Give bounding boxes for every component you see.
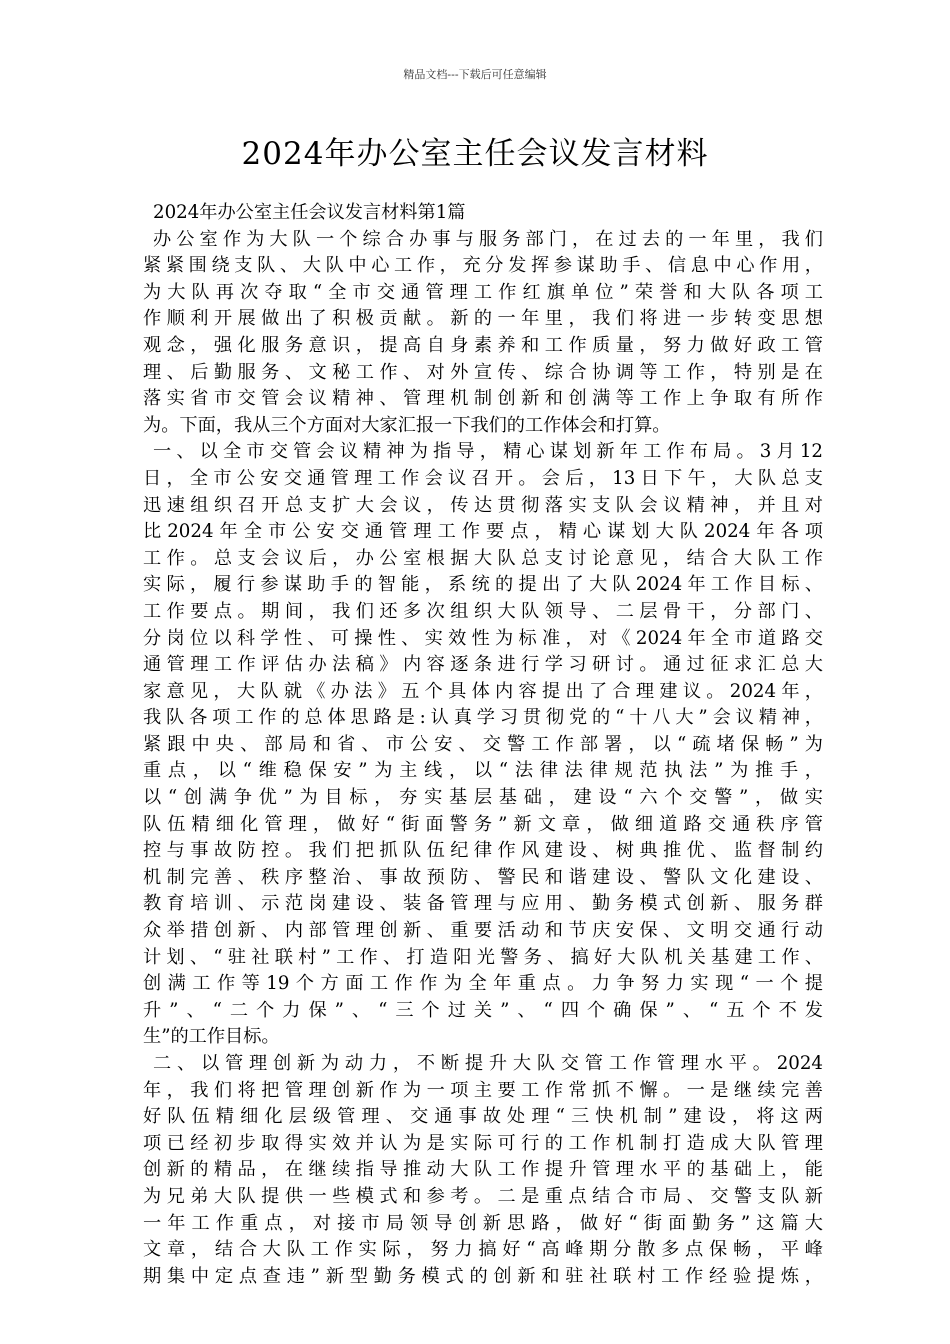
paragraph-line: 实际，履行参谋助手的智能，系统的提出了大队2024年工作目标、: [143, 574, 823, 596]
paragraph-line: 观念，强化服务意识，提高自身素养和工作质量，努力做好政工管: [143, 334, 823, 356]
paragraph-line: 众举措创新、内部管理创新、重要活动和节庆安保、文明交通行动: [143, 920, 823, 942]
paragraph-line: 分岗位以科学性、可操性、实效性为标准，对《2024年全市道路交: [143, 627, 823, 649]
paragraph-line: 家意见，大队就《办法》五个具体内容提出了合理建议。2024年，: [143, 680, 823, 702]
paragraph-line: 通管理工作评估办法稿》内容逐条进行学习研讨。通过征求汇总大: [143, 654, 823, 676]
paragraph: [143, 1051, 823, 1290]
document-title: 2024年办公室主任会议发言材料: [241, 136, 709, 172]
paragraph-line: 好队伍精细化层级管理、交通事故处理“三快机制”建设，将这两: [143, 1106, 823, 1128]
paragraph-line: 紧跟中央、部局和省、市公安、交警工作部署，以“疏堵保畅”为: [143, 733, 823, 755]
paragraph-line: 工作。总支会议后，办公室根据大队总支讨论意见，结合大队工作: [143, 547, 823, 569]
paragraph-line: 期集中定点查违”新型勤务模式的创新和驻社联村工作经验提炼，: [143, 1265, 823, 1287]
paragraph-line: 以“创满争优”为目标，夯实基层基础，建设“六个交警”，做实: [143, 787, 823, 809]
paragraph-line: 我队各项工作的总体思路是:认真学习贯彻党的“十八大”会议精神，: [143, 707, 823, 729]
paragraph-line: 项已经初步取得实效并认为是实际可行的工作机制打造成大队管理: [143, 1132, 823, 1154]
paragraph-line: 计划、“驻社联村”工作、打造阳光警务、搞好大队机关基建工作、: [143, 946, 823, 968]
paragraph: [143, 227, 823, 440]
paragraph-line: 二、以管理创新为动力，不断提升大队交管工作管理水平。2024: [153, 1053, 823, 1074]
paragraph-line: 办公室作为大队一个综合办事与服务部门，在过去的一年里，我们: [153, 228, 823, 250]
paragraph-line: 一、以全市交管会议精神为指导，精心谋划新年工作布局。3月12: [153, 441, 823, 463]
paragraph-line: 升”、“二个力保”、“三个过关”、“四个确保”、“五个不发: [143, 999, 823, 1021]
paragraph-list: [143, 227, 823, 1291]
paragraph-line: 紧紧围绕支队、大队中心工作，充分发挥参谋助手、信息中心作用，: [143, 255, 823, 277]
paragraph-line: 队伍精细化管理，做好“街面警务”新文章，做细道路交通秩序管: [143, 813, 823, 835]
paragraph-line: 为。下面，我从三个方面对大家汇报一下我们的工作体会和打算。: [143, 414, 671, 436]
paragraph-line: 文章，结合大队工作实际，努力搞好“高峰期分散多点保畅，平峰: [143, 1239, 823, 1261]
paragraph-line: 一年工作重点，对接市局领导创新思路，做好“街面勤务”这篇大: [143, 1212, 823, 1234]
section-heading: 2024年办公室主任会议发言材料第1篇: [153, 202, 466, 223]
paragraph-line: 工作要点。期间，我们还多次组织大队领导、二层骨干，分部门、: [143, 600, 823, 622]
paragraph-line: 教育培训、示范岗建设、装备管理与应用、勤务模式创新、服务群: [143, 893, 823, 915]
paragraph: [143, 439, 823, 1051]
paragraph-line: 生”的工作目标。: [143, 1026, 280, 1048]
paragraph-line: 为兄弟大队提供一些模式和参考。二是重点结合市局、交警支队新: [143, 1185, 823, 1207]
paragraph-line: 年，我们将把管理创新作为一项主要工作常抓不懈。一是继续完善: [143, 1079, 823, 1101]
paragraph-line: 创新的精品，在继续指导推动大队工作提升管理水平的基础上，能: [143, 1159, 823, 1181]
paragraph-line: 控与事故防控。我们把抓队伍纪律作风建设、树典推优、监督制约: [143, 840, 823, 862]
paragraph-line: 重点，以“维稳保安”为主线，以“法律法律规范执法”为推手，: [143, 760, 823, 782]
paragraph-line: 创满工作等19个方面工作作为全年重点。力争努力实现“一个提: [143, 973, 823, 995]
paragraph-line: 理、后勤服务、文秘工作、对外宣传、综合协调等工作，特别是在: [143, 361, 823, 383]
paragraph-line: 作顺利开展做出了积极贡献。新的一年里，我们将进一步转变思想: [143, 308, 823, 330]
paragraph-line: 比2024年全市公安交通管理工作要点，精心谋划大队2024年各项: [143, 521, 823, 543]
paragraph-line: 为大队再次夺取“全市交通管理工作红旗单位”荣誉和大队各项工: [143, 281, 823, 303]
document-body: [143, 200, 823, 1290]
paragraph-line: 落实省市交管会议精神、管理机制创新和创满等工作上争取有所作: [143, 388, 823, 410]
paragraph-line: 日，全市公安交通管理工作会议召开。会后，13日下午，大队总支: [143, 467, 823, 489]
header-note: 精品文档---下载后可任意编辑: [403, 68, 547, 81]
paragraph-line: 机制完善、秩序整治、事故预防、警民和谐建设、警队文化建设、: [143, 866, 823, 888]
paragraph-line: 迅速组织召开总支扩大会议，传达贯彻落实支队会议精神，并且对: [143, 494, 823, 516]
